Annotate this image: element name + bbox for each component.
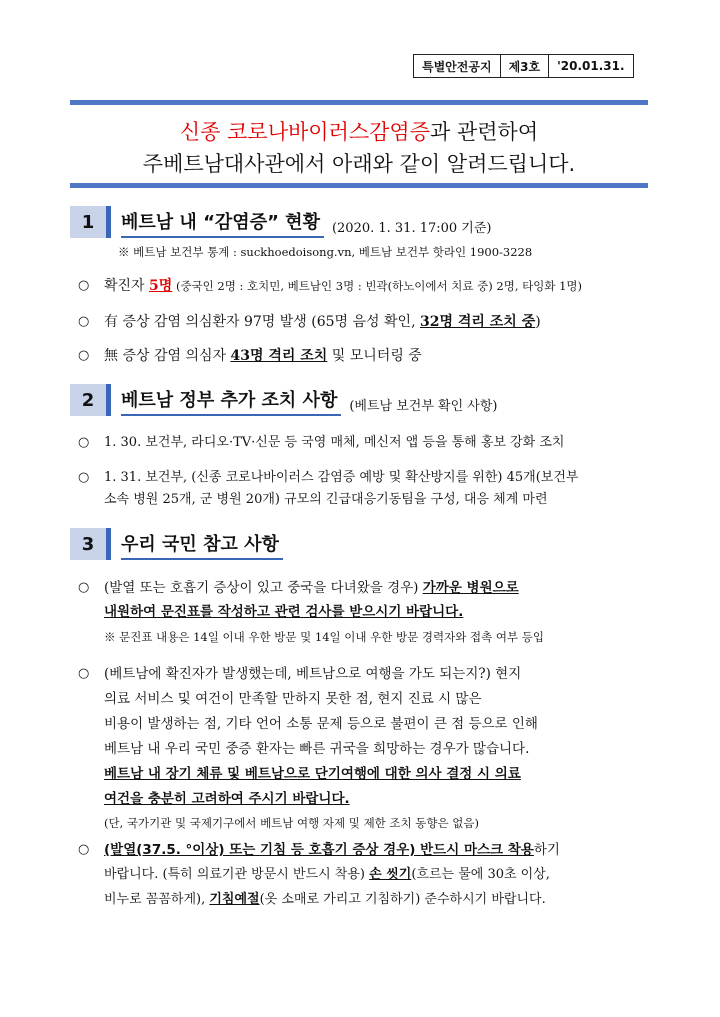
- bullet-icon: ○: [78, 314, 90, 329]
- page-title: [70, 116, 648, 180]
- asymptomatic-cases: 無 증상 감염 의심자 43명 격리 조치 및 모니터링 중: [104, 348, 422, 364]
- govt-measure-1: 1. 30. 보건부, 라디오·TV·신문 등 국영 매체, 메신저 앱 등을 통해 홍보 강화 조치: [104, 435, 565, 450]
- advice-2-line5: 베트남 내 장기 체류 및 베트남으로 단기여행에 대한 의사 결정 시 의료: [104, 766, 521, 782]
- govt-measure-2-line1: 1. 31. 보건부, (신종 코로나바이러스 감염증 예방 및 확산방지를 위한) 45개(보건부: [104, 470, 579, 485]
- advice-3-line3: 비누로 꼼꼼하게), 기침예절(옷 소매로 가리고 기침하기) 준수하시기 바랍니다.: [104, 892, 546, 907]
- notice-type: 특별안전공지: [414, 55, 501, 78]
- advice-2-line3: 비용이 발생하는 점, 기타 언어 소통 문제 등으로 불편이 큰 점 등으로 인해: [104, 716, 538, 732]
- advice-2-note: (단, 국가기관 및 국제기구에서 베트남 여행 자제 및 제한 조치 동향은 없음): [104, 816, 479, 830]
- bullet-icon: ○: [78, 666, 90, 681]
- advice-3-line1: (발열(37.5. °이상) 또는 기침 등 호흡기 증상 경우) 반드시 마스크 착용하기: [104, 842, 560, 858]
- confirmed-cases: 확진자 5명 (중국인 2명 : 호치민, 베트남인 3명 : 빈곽(하노이에서 치료 중) 2명, 타잉화 1명): [104, 278, 583, 294]
- section-2-heading: [70, 384, 497, 416]
- advice-2-line4: 베트남 내 우리 국민 중증 환자는 빠른 귀국을 희망하는 경우가 많습니다.: [104, 741, 530, 757]
- section-title: 베트남 내 “감염증” 현황: [121, 208, 324, 238]
- section-number: 2: [70, 384, 106, 416]
- title-bottom-rule: [70, 183, 648, 188]
- notice-header-table: [413, 54, 634, 78]
- stats-source: ※ 베트남 보건부 통계 : suckhoedoisong.vn, 베트남 보건부 핫라인 1900-3228: [118, 245, 533, 259]
- section-title: 우리 국민 참고 사항: [121, 530, 283, 560]
- bullet-icon: ○: [78, 470, 90, 485]
- bullet-icon: ○: [78, 580, 90, 595]
- govt-measure-2-line2: 소속 병원 25개, 군 병원 20개) 규모의 긴급대응기동팀을 구성, 대응 체계 마련: [104, 492, 548, 507]
- section-number: 3: [70, 528, 106, 560]
- section-note: (2020. 1. 31. 17:00 기준): [331, 221, 492, 236]
- notice-issue: 제3호: [500, 55, 549, 78]
- notice-date: '20.01.31.: [549, 55, 633, 78]
- advice-1-line1: (발열 또는 호흡기 증상이 있고 중국을 다녀왔을 경우) 가까운 병원으로: [104, 580, 519, 596]
- advice-1-note: ※ 문진표 내용은 14일 이내 우한 방문 및 14일 이내 우한 방문 경력자와 접촉 여부 등입: [104, 630, 544, 644]
- section-1-heading: [70, 206, 492, 238]
- advice-2-line6: 여건을 충분히 고려하여 주시기 바랍니다.: [104, 791, 350, 807]
- bullet-icon: ○: [78, 842, 90, 857]
- advice-1-line2: 내원하여 문진표를 작성하고 관련 검사를 받으시기 바랍니다.: [104, 604, 464, 620]
- bullet-icon: ○: [78, 278, 90, 293]
- section-note: (베트남 보건부 확인 사항): [349, 399, 498, 414]
- title-top-rule: [70, 100, 648, 105]
- title-line1-rest: 과 관련하여: [430, 120, 539, 144]
- section-accent-bar: [106, 384, 111, 416]
- bullet-icon: ○: [78, 435, 90, 450]
- title-virus: 신종 코로나바이러스감염증: [179, 120, 430, 144]
- bullet-icon: ○: [78, 348, 90, 363]
- advice-2-line2: 의료 서비스 및 여건이 만족할 만하지 못한 점, 현지 진료 시 많은: [104, 691, 482, 707]
- section-3-heading: [70, 528, 283, 560]
- advice-3-line2: 바랍니다. (특히 의료기관 방문시 반드시 착용) 손 씻기(흐르는 물에 30초 이상,: [104, 867, 550, 882]
- section-title: 베트남 정부 추가 조치 사항: [121, 386, 341, 416]
- section-accent-bar: [106, 528, 111, 560]
- section-number: 1: [70, 206, 106, 238]
- advice-2-line1: (베트남에 확진자가 발생했는데, 베트남으로 여행을 가도 되는지?) 현지: [104, 666, 522, 682]
- suspected-cases: 有 증상 감염 의심환자 97명 발생 (65명 음성 확인, 32명 격리 조치 중): [104, 314, 541, 330]
- section-accent-bar: [106, 206, 111, 238]
- title-line2: 주베트남대사관에서 아래와 같이 알려드립니다.: [142, 152, 576, 176]
